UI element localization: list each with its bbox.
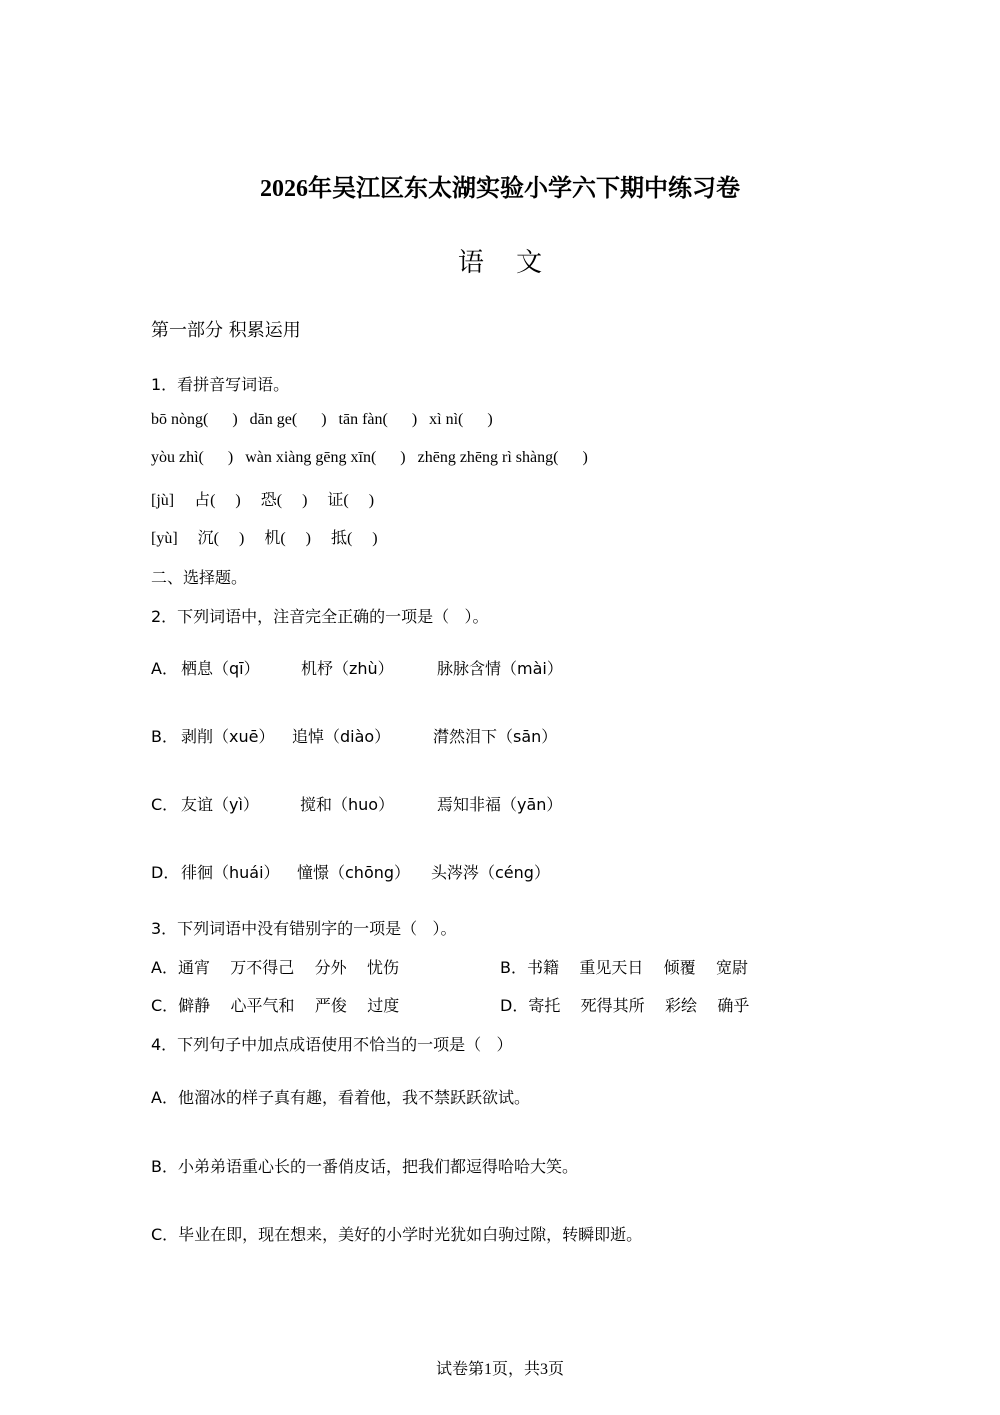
q2-option-d-label: D．	[151, 863, 180, 882]
question-1-pinyin-row-1: bō nòng( ) dān ge( ) tān fàn( ) xì nì( )	[151, 411, 493, 428]
q4-option-b: B．小弟弟语重心长的一番俏皮话，把我们都逗得哈哈大笑。	[151, 1157, 578, 1176]
question-1-polyphone-row-2: [yù] 沉( ) 机( ) 抵( )	[151, 530, 378, 547]
q2-option-a-word-3: 脉脉含情（mài）	[437, 659, 563, 678]
question-1-prompt: 1．看拼音写词语。	[151, 375, 290, 394]
section-2-heading: 二、选择题。	[151, 568, 248, 587]
document-title: 2026年吴江区东太湖实验小学六下期中练习卷	[260, 176, 740, 202]
q3-option-d: D．寄托 死得其所 彩绘 确乎	[500, 996, 750, 1015]
page-footer: 试卷第1页，共3页	[435, 1361, 564, 1378]
q4-option-c: C．毕业在即，现在想来，美好的小学时光犹如白驹过隙，转瞬即逝。	[151, 1225, 643, 1244]
question-1-pinyin-row-2: yòu zhì( ) wàn xiàng gēng xīn( ) zhēng zhēng rì shàng( )	[151, 449, 588, 466]
q2-option-b-label: B．	[151, 727, 178, 746]
q2-option-c-label: C．	[151, 795, 179, 814]
q2-option-a-label: A．	[151, 659, 178, 678]
q2-option-c-word-1: 友谊（yì）	[181, 795, 259, 814]
q2-option-d-word-2: 憧憬（chōng）	[297, 863, 411, 882]
q3-option-c: C．僻静 心平气和 严俊 过度	[151, 996, 400, 1015]
subject-heading: 语 文	[457, 248, 555, 278]
question-4-prompt: 4．下列句子中加点成语使用不恰当的一项是（ ）	[151, 1035, 513, 1054]
q4-option-a: A．他溜冰的样子真有趣，看着他，我不禁跃跃欲试。	[151, 1088, 530, 1107]
question-1-polyphone-row-1: [jù] 占( ) 恐( ) 证( )	[151, 492, 375, 509]
q2-option-b-word-2: 追悼（diào）	[292, 727, 391, 746]
q2-option-d-word-1: 徘徊（huái）	[181, 863, 280, 882]
q2-option-b-word-3: 潸然泪下（sān）	[433, 727, 558, 746]
question-2-prompt: 2．下列词语中，注音完全正确的一项是（ ）。	[151, 607, 489, 626]
q2-option-a-word-2: 机杼（zhù）	[301, 659, 394, 678]
q2-option-b-word-1: 剥削（xuē）	[181, 727, 275, 746]
q2-option-c-word-3: 焉知非福（yān）	[437, 795, 563, 814]
q3-option-b: B．书籍 重见天日 倾覆 宽尉	[500, 958, 749, 977]
q3-option-a: A．通宵 万不得己 分外 忧伤	[151, 958, 399, 977]
q2-option-a-word-1: 栖息（qī）	[181, 659, 260, 678]
q2-option-c-word-2: 搅和（huo）	[300, 795, 395, 814]
q2-option-d-word-3: 头涔涔（céng）	[431, 863, 550, 882]
question-3-prompt: 3．下列词语中没有错别字的一项是（ ）。	[151, 919, 457, 938]
part-heading: 第一部分 积累运用	[151, 320, 301, 341]
